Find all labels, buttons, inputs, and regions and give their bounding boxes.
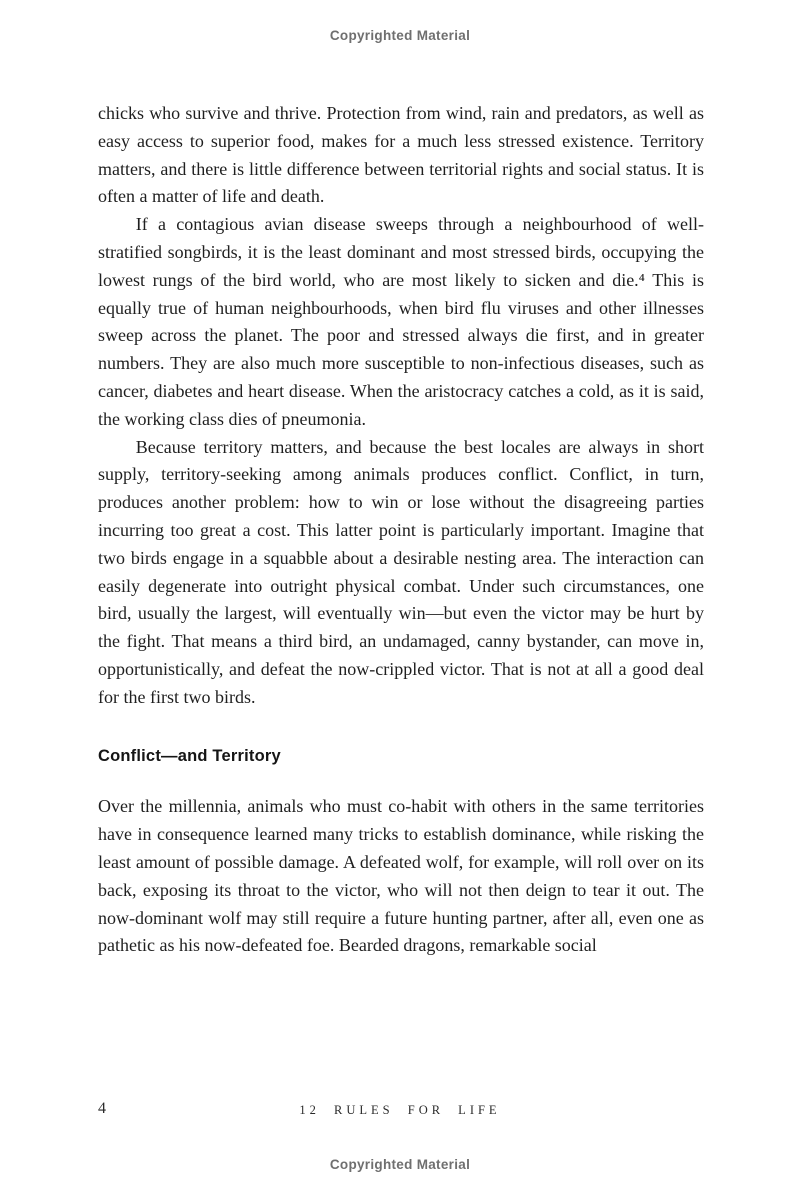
page-body bbox=[98, 100, 704, 960]
paragraph-3: Because territory matters, and because the best locales are always in short supply, territory-seeking among animals produces conflict. Conflict, in turn, produces another problem: how to win or lose without the disagreeing parties incurring too great a cost. This latter point is particularly important. Imagine that two birds engage in a squabble about a desirable nesting area. The interaction can easily degenerate into outright physical combat. Under such circumstances, one bird, usually the largest, will eventually win—but even the victor may be hurt by the fight. That means a third bird, an undamaged, canny bystander, can move in, opportunistically, and defeat the now-crippled victor. That is not at all a good deal for the first two birds. bbox=[98, 436, 704, 707]
section-heading: Conflict—and Territory bbox=[98, 746, 281, 765]
page-number: 4 bbox=[98, 1100, 106, 1117]
running-title: 12 RULES FOR LIFE bbox=[299, 1103, 501, 1117]
paragraph-1: chicks who survive and thrive. Protection from wind, rain and predators, as well as easy access to superior food, makes for a much less stressed existence. Territory matters, and there is little difference between territorial rights and social status. It is often a matter of life and death. bbox=[98, 103, 704, 207]
page-footer bbox=[0, 1100, 800, 1122]
copyright-notice-top: Copyrighted Material bbox=[329, 28, 471, 43]
copyright-notice-bottom: Copyrighted Material bbox=[329, 1157, 471, 1172]
paragraph-2: If a contagious avian disease sweeps through a neighbourhood of well-stratified songbirds, it is the least dominant and most stressed birds, occupying the lowest rungs of the bird world, who are most likely to sicken and die.⁴ This is equally true of human neighbourhoods, when bird flu viruses and other illnesses sweep across the planet. The poor and stressed always die first, and in greater numbers. They are also much more susceptible to non-infectious diseases, such as cancer, diabetes and heart disease. When the aristocracy catches a cold, as it is said, the working class dies of pneumonia. bbox=[98, 214, 704, 429]
paragraph-4: Over the millennia, animals who must co-habit with others in the same territories have in consequence learned many tricks to establish dominance, while risking the least amount of possible damage. A defeated wolf, for example, will roll over on its back, exposing its throat to the victor, who will not then deign to tear it out. The now-dominant wolf may still require a future hunting partner, after all, even one as pathetic as his now-defeated foe. Bearded dragons, remarkable social bbox=[98, 796, 704, 956]
